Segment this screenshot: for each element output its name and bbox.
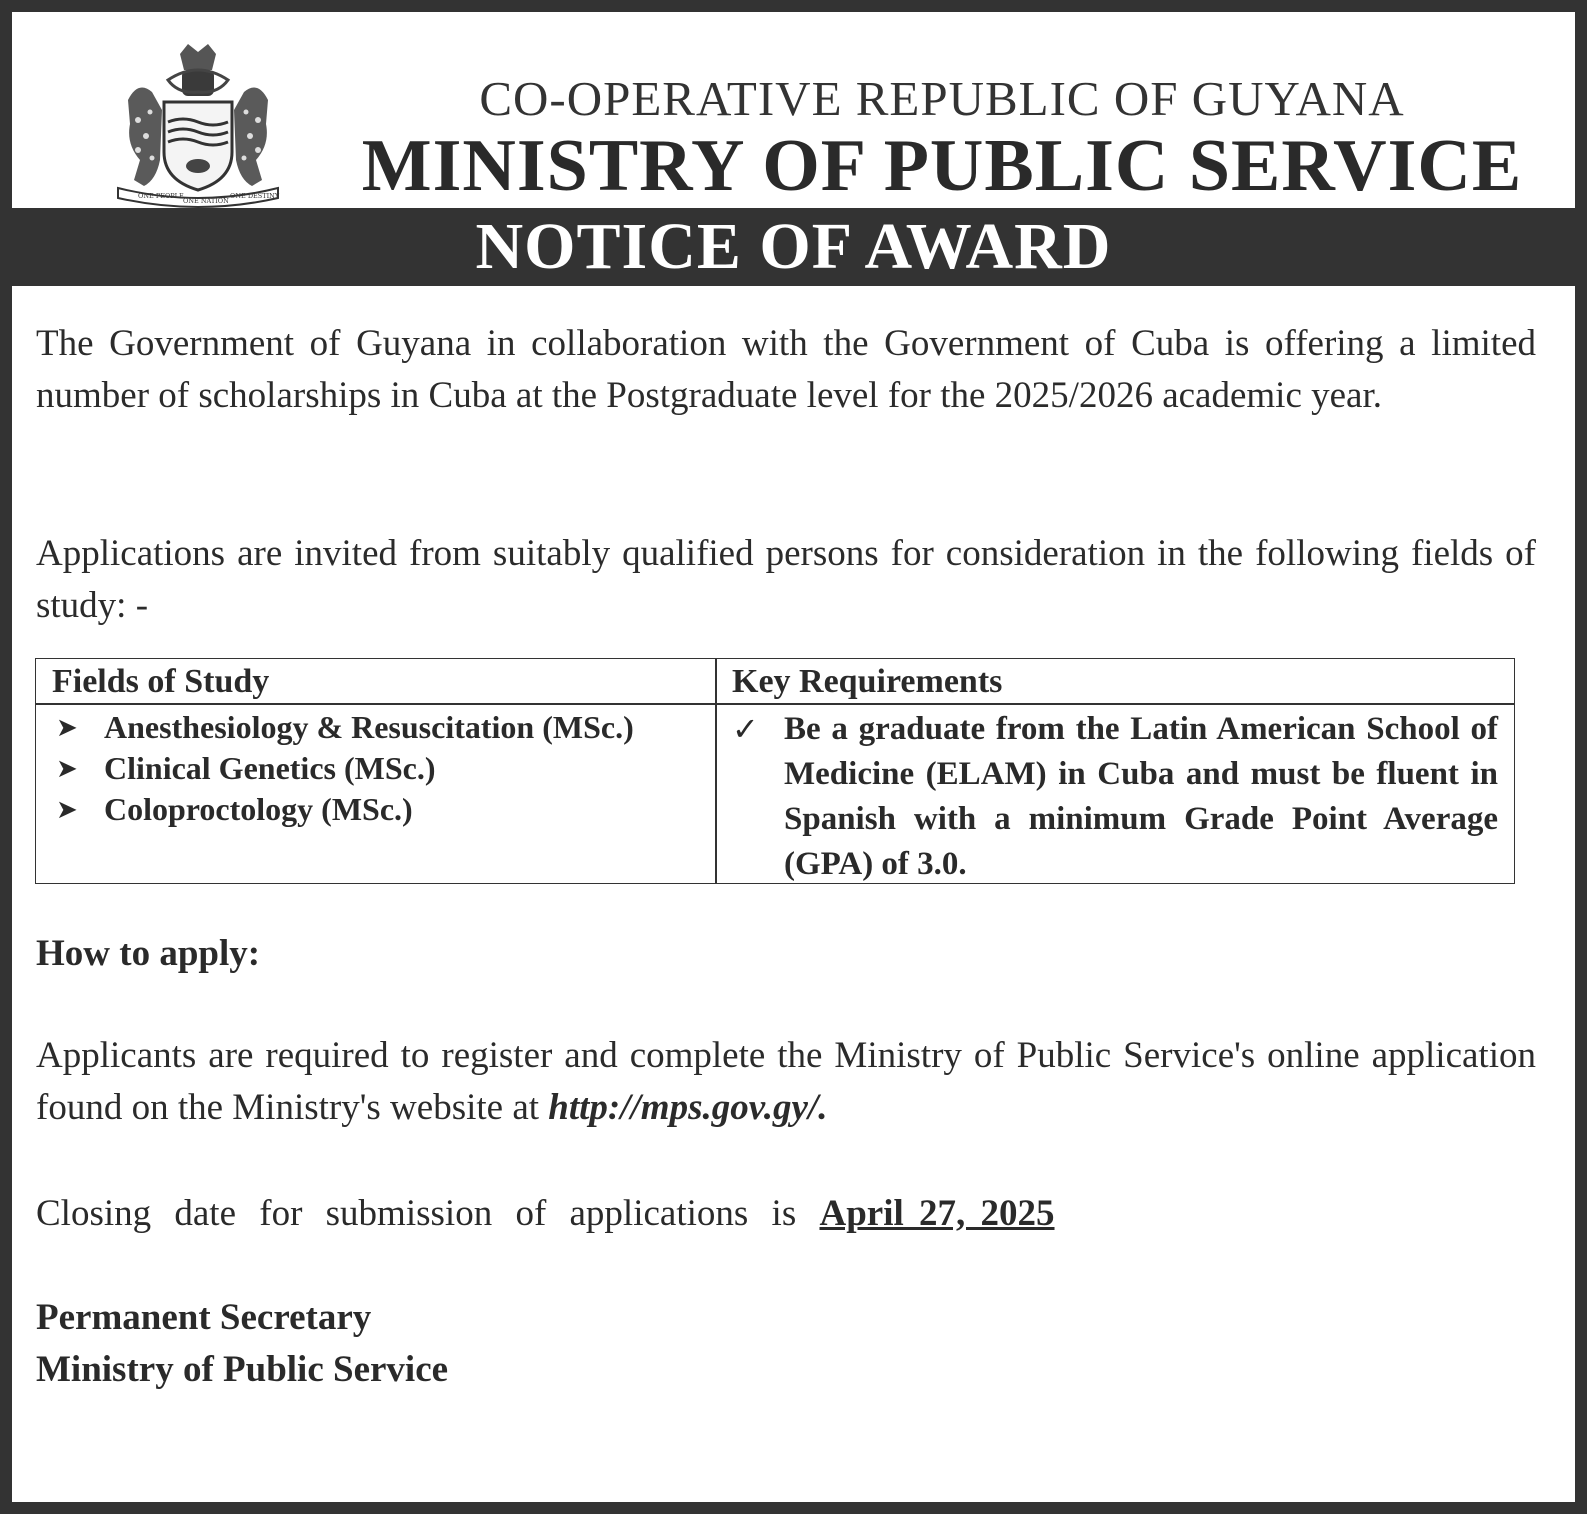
table-header-fields: Fields of Study [52,663,270,700]
table-column-divider [715,659,717,883]
closing-date-line: Closing date for submission of applications is April 27, 2025 [36,1193,1055,1234]
country-name: CO-OPERATIVE REPUBLIC OF GUYANA [479,71,1405,126]
list-item: ➤ Clinical Genetics (MSc.) [52,748,634,789]
list-item: ➤ Coloproctology (MSc.) [52,789,634,830]
apply-paragraph: Applicants are required to register and complete the Ministry of Public Service's online application found on the Ministry's website at http://mps.gov.gy/. [36,1035,1536,1128]
arrow-bullet-icon: ➤ [56,713,78,742]
closing-date: April 27, 2025 [819,1193,1055,1234]
svg-text:ONE NATION: ONE NATION [183,197,229,205]
svg-text:ONE DESTINY: ONE DESTINY [230,192,280,200]
table-header-requirements: Key Requirements [732,663,1003,700]
requirement-text: Be a graduate from the Latin American School of Medicine (ELAM) in Cuba and must be fluent in Spanish with a minimum Grade Point Average (GPA) of 3.0. [784,711,1498,882]
intro-paragraph: The Government of Guyana in collaboration with the Government of Cuba is offering a limited number of scholarships in Cuba at the Postgraduate level for the 2025/2026 academic year. [36,323,1536,416]
invitation-paragraph: Applications are invited from suitably qualified persons for consideration in the following fields of study: - [36,533,1536,626]
arrow-bullet-icon: ➤ [56,754,78,783]
signature-organization: Ministry of Public Service [36,1349,449,1390]
how-to-apply-heading: How to apply: [36,933,261,974]
list-item: ➤ Anesthesiology & Resuscitation (MSc.) [52,707,634,748]
ministry-name: MINISTRY OF PUBLIC SERVICE [361,125,1523,207]
coat-of-arms-icon [108,40,288,210]
notice-title-banner: NOTICE OF AWARD [0,208,1587,286]
fields-requirements-table [35,658,1515,884]
table-header-divider [36,703,1514,705]
signature-title: Permanent Secretary [36,1297,372,1338]
ministry-website-link[interactable]: http://mps.gov.gy/. [548,1087,828,1128]
svg-text:ONE PEOPLE: ONE PEOPLE [138,192,184,200]
arrow-bullet-icon: ➤ [56,795,78,824]
checkmark-icon: ✓ [732,711,759,747]
fields-list [52,707,634,830]
